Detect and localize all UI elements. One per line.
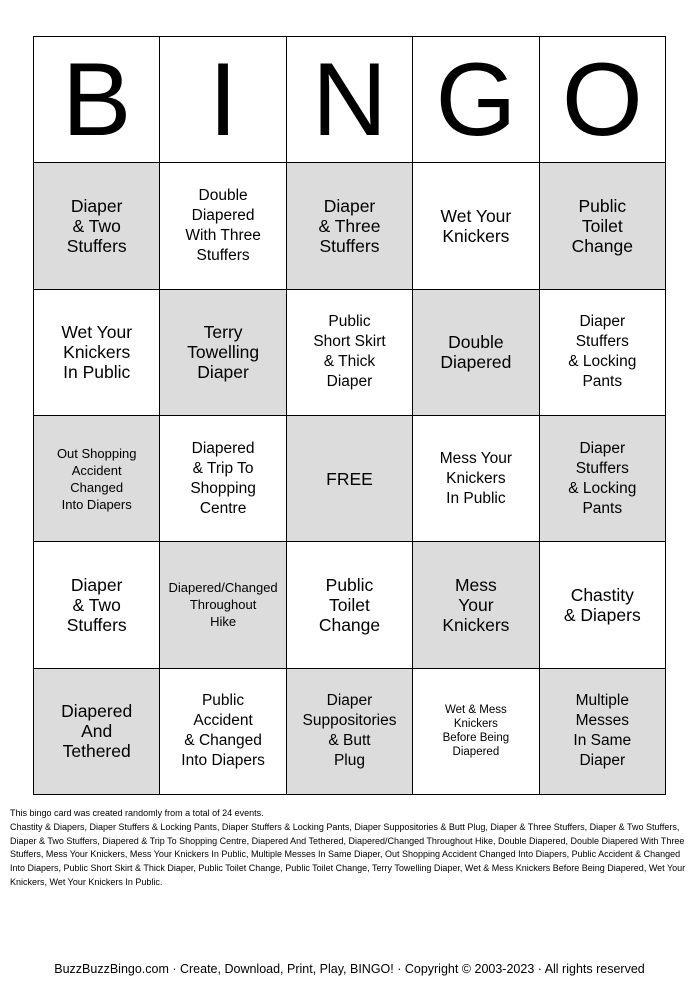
bingo-square	[413, 416, 539, 542]
square-text: Diaper Suppositories & Butt Plug	[302, 692, 397, 770]
square-text: Terry Towelling Diaper	[187, 322, 260, 383]
square-text: Out Shopping Accident Changed Into Diapers	[56, 445, 137, 512]
square-text: Double Diapered	[440, 332, 512, 373]
free-square	[287, 416, 413, 542]
square-text: Public Accident & Changed Into Diapers	[181, 692, 265, 770]
square-text: Public Short Skirt & Thick Diaper	[313, 313, 386, 391]
square-text: Chastity & Diapers	[563, 584, 641, 625]
square-text: Double Diapered With Three Stuffers	[185, 186, 261, 264]
bingo-square	[540, 163, 666, 289]
square-text: Diaper & Two Stuffers	[66, 195, 127, 256]
square-text: Wet Your Knickers	[440, 205, 512, 246]
square-text: Public Toilet Change	[318, 574, 381, 635]
bingo-square	[160, 290, 286, 416]
square-text: Diaper & Two Stuffers	[66, 574, 127, 635]
bingo-square	[160, 669, 286, 795]
event-list-note	[10, 807, 690, 890]
header-letter: O	[561, 41, 643, 158]
square-text: Diaper Stuffers & Locking Pants	[568, 439, 637, 517]
header-letter: I	[208, 41, 238, 158]
bingo-square	[540, 669, 666, 795]
bingo-square	[287, 669, 413, 795]
bingo-square	[34, 416, 160, 542]
square-text: Diapered & Trip To Shopping Centre	[190, 439, 256, 517]
header-letter: N	[311, 41, 388, 158]
bingo-square	[540, 542, 666, 668]
square-text: Mess Your Knickers In Public	[439, 449, 513, 507]
bingo-square	[34, 542, 160, 668]
header-letter: G	[435, 41, 517, 158]
bingo-square	[160, 542, 286, 668]
square-text: Diapered And Tethered	[61, 701, 133, 762]
bingo-card	[33, 36, 666, 795]
header-cell	[540, 37, 666, 163]
bingo-square	[413, 542, 539, 668]
header-cell	[287, 37, 413, 163]
event-list-text: Chastity & Diapers, Diaper Stuffers & Locking Pants, Diaper Stuffers & Locking Pants, Diaper Suppositories & Butt Plug, Diaper & Three Stuffers, Diaper & Two Stuffers, Diaper & Two Stuffers, Diapered & Trip To Shopping Centre, Diapered And Tethered, Diapered/Changed Throughout Hike, Double Diapered, Double Diapered With Three Stuffers, Mess Your Knickers, Mess Your Knickers In Public, Multiple Messes In Same Diaper, Out Shopping Accident Changed Into Diapers, Public Accident & Changed Into Diapers, Public Short Skirt & Thick Diaper, Public Toilet Change, Public Toilet Change, Terry Towelling Diaper, Wet & Mess Knickers Before Being Diapered, Wet Your Knickers, Wet Your Knickers In Public.	[10, 821, 686, 887]
free-text: FREE	[326, 468, 373, 489]
header-letter: B	[62, 41, 132, 158]
bingo-square	[34, 163, 160, 289]
bingo-square	[287, 163, 413, 289]
bingo-square	[34, 669, 160, 795]
square-text: Diaper Stuffers & Locking Pants	[568, 313, 637, 391]
square-text: Wet & Mess Knickers Before Being Diapered	[442, 704, 510, 759]
bingo-square	[160, 163, 286, 289]
site-footer: BuzzBuzzBingo.com · Create, Download, Print, Play, BINGO! · Copyright © 2003-2023 · All rights reserved	[54, 962, 645, 976]
square-text: Multiple Messes In Same Diaper	[573, 692, 632, 770]
event-count-text: This bingo card was created randomly from a total of 24 events.	[10, 808, 264, 818]
square-text: Diapered/Changed Throughout Hike	[168, 580, 278, 630]
header-cell	[160, 37, 286, 163]
bingo-square	[287, 290, 413, 416]
bingo-square	[540, 416, 666, 542]
bingo-square	[34, 290, 160, 416]
header-cell	[34, 37, 160, 163]
bingo-square	[413, 163, 539, 289]
bingo-square	[540, 290, 666, 416]
header-cell	[413, 37, 539, 163]
square-text: Mess Your Knickers	[442, 574, 510, 635]
bingo-square	[413, 290, 539, 416]
bingo-square	[160, 416, 286, 542]
square-text: Diaper & Three Stuffers	[318, 195, 381, 256]
bingo-square	[287, 542, 413, 668]
square-text: Wet Your Knickers In Public	[61, 322, 133, 383]
bingo-square	[413, 669, 539, 795]
square-text: Public Toilet Change	[571, 195, 633, 256]
